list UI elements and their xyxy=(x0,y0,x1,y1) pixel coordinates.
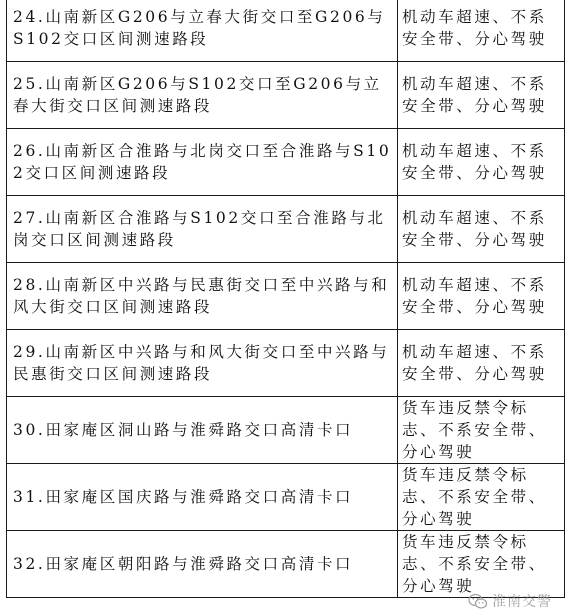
location-cell: 31.田家庵区国庆路与淮舜路交口高清卡口 xyxy=(7,464,398,531)
location-cell: 26.山南新区合淮路与北岗交口至合淮路与S102交口区间测速路段 xyxy=(7,129,398,196)
table-row xyxy=(7,464,565,531)
location-cell: 30.田家庵区洞山路与淮舜路交口高清卡口 xyxy=(7,397,398,464)
location-cell: 24.山南新区G206与立春大街交口至G206与S102交口区间测速路段 xyxy=(7,0,398,62)
location-cell: 25.山南新区G206与S102交口至G206与立春大街交口区间测速路段 xyxy=(7,62,398,129)
table-row xyxy=(7,263,565,330)
table-row xyxy=(7,129,565,196)
table-row xyxy=(7,397,565,464)
wechat-icon xyxy=(468,593,488,610)
location-cell: 27.山南新区合淮路与S102交口至合淮路与北岗交口区间测速路段 xyxy=(7,196,398,263)
violation-cell: 机动车超速、不系安全带、分心驾驶 xyxy=(398,62,565,129)
watermark-text: 淮南交警 xyxy=(492,594,552,610)
table-row xyxy=(7,330,565,397)
violation-cell: 机动车超速、不系安全带、分心驾驶 xyxy=(398,263,565,330)
violation-cell: 货车违反禁令标志、不系安全带、分心驾驶 xyxy=(398,531,565,598)
violation-cell: 机动车超速、不系安全带、分心驾驶 xyxy=(398,0,565,62)
violation-cell: 机动车超速、不系安全带、分心驾驶 xyxy=(398,196,565,263)
table-row xyxy=(7,62,565,129)
table-row xyxy=(7,531,565,598)
violation-cell: 货车违反禁令标志、不系安全带、分心驾驶 xyxy=(398,464,565,531)
violation-cell: 货车违反禁令标志、不系安全带、分心驾驶 xyxy=(398,397,565,464)
enforcement-points-table xyxy=(6,0,565,598)
table-row xyxy=(7,196,565,263)
location-cell: 32.田家庵区朝阳路与淮舜路交口高清卡口 xyxy=(7,531,398,598)
location-cell: 28.山南新区中兴路与民惠街交口至中兴路与和风大街交口区间测速路段 xyxy=(7,263,398,330)
violation-cell: 机动车超速、不系安全带、分心驾驶 xyxy=(398,330,565,397)
account-watermark xyxy=(468,591,552,611)
table-row xyxy=(7,0,565,62)
violation-cell: 机动车超速、不系安全带、分心驾驶 xyxy=(398,129,565,196)
location-cell: 29.山南新区中兴路与和风大街交口至中兴路与民惠街交口区间测速路段 xyxy=(7,330,398,397)
